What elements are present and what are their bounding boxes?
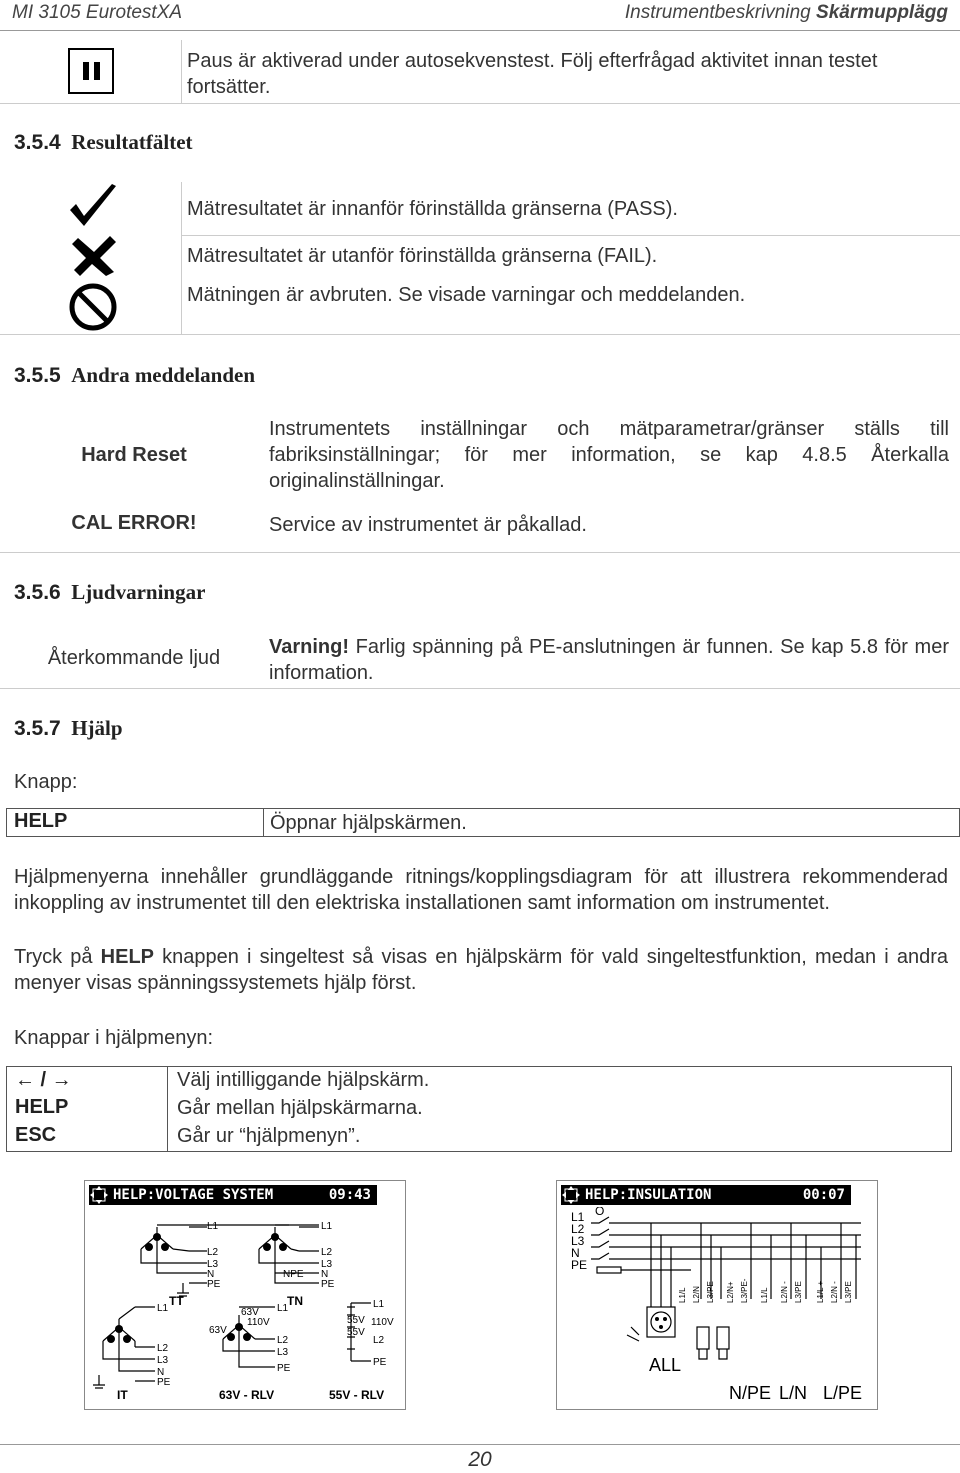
page-number: 20 [468,1448,492,1471]
voltage-screen-titlebar [89,1185,377,1205]
plug-label-2: L2/N [692,1286,701,1303]
section-3-5-5-heading: 3.5.5 Andra meddelanden [14,363,255,387]
checkmark-icon [66,182,120,230]
help-key-table [6,808,960,837]
ins-all-label: ALL [649,1355,682,1375]
it-l1-label: L1 [157,1303,169,1314]
it-l2-label: L2 [157,1343,169,1354]
hard-reset-text: Instrumentets inställningar och mätparametrar/gränser ställs till fabriksinställningar; för mer information, se kap 4.8.5 Återkalla originalinställningar. [269,418,949,492]
navigation-arrows-icon [561,1185,581,1205]
plug-label-10: L2/N - [830,1281,839,1303]
help-key-desc: Öppnar hjälpskärmen. [270,812,467,834]
insulation-screen-titlebar [561,1185,851,1205]
rlv55-l1-label: L1 [373,1299,385,1310]
tt-l3-label: L3 [207,1259,219,1270]
help-paragraph-1: Hjälpmenyerna innehåller grundläggande ritnings/kopplingsdiagram för att illustrera rekommenderad inkoppling av instrumentet till den elektriska installationen samt information om instrumentet. [14,866,948,914]
help-insulation-screen [556,1180,878,1410]
tt-l2-label: L2 [207,1247,219,1258]
pause-icon [68,48,114,94]
footer-divider [0,1444,960,1445]
it-l3-label: L3 [157,1355,169,1366]
tn-l3-label: L3 [321,1259,333,1270]
ins-pe-label: PE [571,1258,588,1272]
help-key: HELP [14,810,68,832]
recurring-sound-label: Återkommande ljud [47,647,221,669]
tn-l1-label: L1 [321,1221,333,1232]
help-keys-help-desc: Går mellan hjälpskärmarna. [177,1097,423,1119]
section-3-5-4-heading: 3.5.4 Resultatfältet [14,130,193,154]
tt-pe-label: PE [207,1279,221,1290]
ins-n-label: N [571,1246,580,1260]
cross-icon [70,234,118,278]
tt-l1-label: L1 [207,1221,219,1232]
voltage-systems-diagram [89,1207,401,1405]
rlv55-label: 55V - RLV [329,1388,385,1402]
rlv55-pe-label: PE [373,1357,387,1368]
it-pe-label: PE [157,1377,171,1388]
rlv63-v63a-label: 63V [241,1307,259,1318]
help-keys-esc-desc: Går ur “hjälpmenyn”. [177,1125,361,1147]
plug-label-11: L3/PE [844,1281,853,1303]
insulation-screen-title: HELP:INSULATION [585,1187,712,1203]
it-label: IT [117,1388,128,1402]
plug-label-8: L3/PE [794,1281,803,1303]
voltage-screen-title: HELP:VOLTAGE SYSTEM [113,1187,274,1203]
insulation-screen-time: 00:07 [802,1187,845,1203]
tn-label: TN [287,1294,303,1308]
header-divider [0,30,960,31]
rlv55-v55b-label: 55V [347,1327,365,1338]
result-aborted-text: Mätningen är avbruten. Se visade varningar och meddelanden. [187,284,746,306]
rlv63-l2-label: L2 [277,1335,289,1346]
ins-npe-label: N/PE [729,1383,772,1403]
result-fail-text: Mätresultatet är utanför förinställda gränserna (FAIL). [187,245,658,267]
tn-n-label: N [321,1269,329,1280]
ins-o-label: O [595,1207,605,1218]
help-keys-esc: ESC [15,1124,57,1146]
result-pass-text: Mätresultatet är innanför förinställda gränserna (PASS). [187,198,678,220]
ins-l3-label: L3 [571,1234,585,1248]
plug-label-5: L3/PE- [740,1278,749,1303]
ins-l1-label: L1 [571,1210,585,1224]
plug-label-9: L1/L + [816,1280,825,1303]
ins-l2-label: L2 [571,1222,585,1236]
cal-error-label: CAL ERROR! [71,512,197,534]
navigation-arrows-icon [89,1185,109,1205]
plug-label-4: L2/N+ [726,1281,735,1303]
key-label: Knapp: [14,771,78,793]
help-keys-arrows: ← / → [15,1069,72,1091]
plug-label-3: L3/PE [706,1281,715,1303]
ins-ln-label: L/N [779,1383,808,1403]
rlv63-pe-label: PE [277,1363,291,1374]
rlv63-l3-label: L3 [277,1347,289,1358]
rlv55-v110-label: 110V [371,1317,394,1328]
tn-pe-label: PE [321,1279,335,1290]
tt-n-label: N [207,1269,215,1280]
insulation-diagram [561,1207,873,1405]
header-manual-title: MI 3105 EurotestXA [12,2,183,23]
plug-label-6: L1/L [760,1287,769,1303]
rlv63-label: 63V - RLV [219,1388,275,1402]
prohibited-icon [66,282,120,332]
cal-error-text: Service av instrumentet är påkallad. [269,514,587,536]
header-section-normal: Instrumentbeskrivning [624,2,811,23]
header-section-bold: Skärmupplägg [816,2,948,23]
help-keys-help: HELP [15,1096,69,1118]
help-paragraph-2: Tryck på HELP knappen i singeltest så visas en hjälpskärm för vald singeltestfunktion, medan i andra menyer visas spänningssystemets hjälp först. [14,946,949,994]
rlv63-v110-label: 110V [247,1317,270,1328]
hard-reset-label: Hard Reset [81,444,187,466]
tn-npe-label: NPE [283,1269,304,1280]
tn-l2-label: L2 [321,1247,333,1258]
header-section-title [625,2,948,24]
rlv63-v63b-label: 63V [209,1325,227,1336]
section-3-5-6-heading: 3.5.6 Ljudvarningar [14,580,206,604]
help-keys-arrows-desc: Välj intilliggande hjälpskärm. [177,1069,430,1091]
sound-warning-text: Varning! Farlig spänning på PE-anslutningen är funnen. Se kap 5.8 för mer information. [269,636,949,684]
pause-description: Paus är aktiverad under autosekvenstest. Följ efterfrågad aktivitet innan testet fortsätter. [187,50,878,98]
plug-label-7: L2/N - [780,1281,789,1303]
ins-lpe-label: L/PE [823,1383,863,1403]
plug-label-1: L1/L [678,1287,687,1303]
help-keys-title: Knappar i hjälpmenyn: [14,1027,214,1049]
rlv63-l1-label: L1 [277,1303,289,1314]
rlv55-l2-label: L2 [373,1335,385,1346]
section-3-5-7-heading: 3.5.7 Hjälp [14,716,123,740]
tt-label: TT [169,1294,184,1308]
rlv55-v55a-label: 55V [347,1315,365,1326]
it-n-label: N [157,1367,165,1378]
voltage-screen-time: 09:43 [328,1187,371,1203]
help-voltage-system-screen [84,1180,406,1410]
help-keys-table [6,1066,952,1152]
